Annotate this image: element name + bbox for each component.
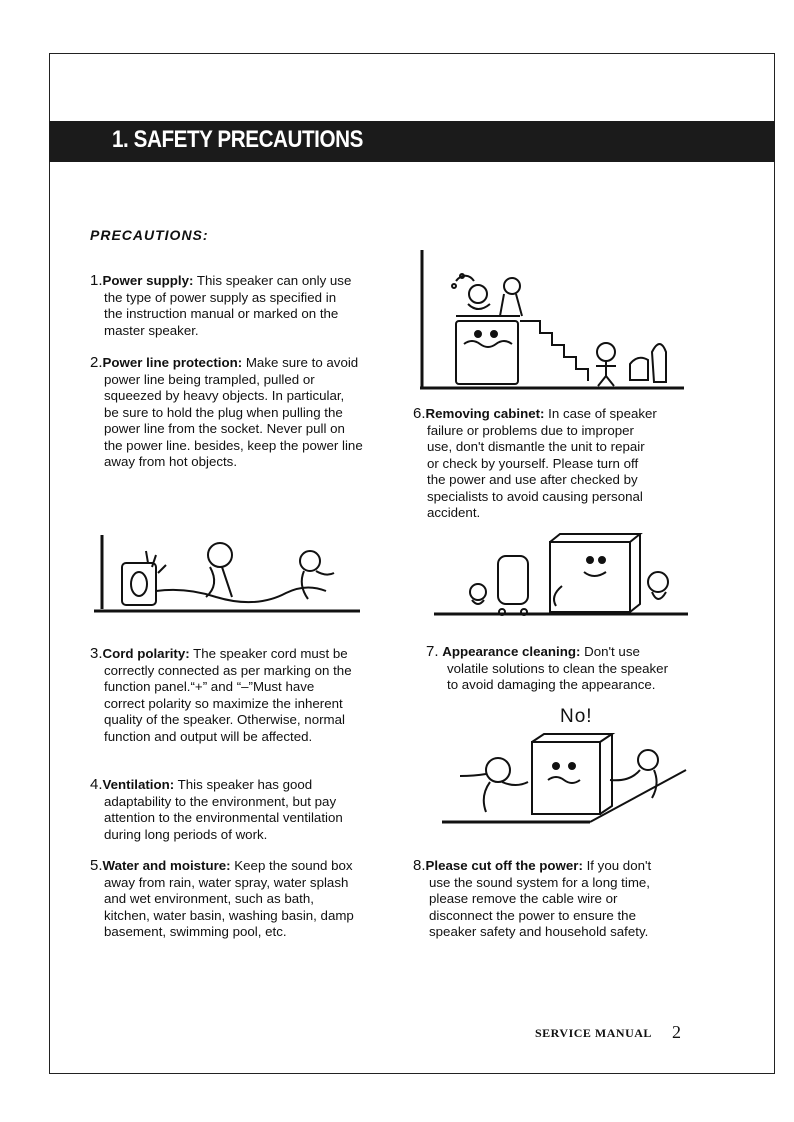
- item-line: Keep the sound box: [234, 858, 353, 873]
- item-title: Cord polarity:: [102, 646, 190, 661]
- item-line: correctly connected as per marking on the: [104, 662, 352, 678]
- item-line: In case of speaker: [548, 406, 657, 421]
- item-title: Power line protection:: [102, 355, 243, 370]
- item-line: and wet environment, such as bath,: [104, 891, 314, 906]
- item-line: basement, swimming pool, etc.: [104, 924, 287, 939]
- item-ventilation: [90, 777, 420, 843]
- item-line: the type of power supply as specified in: [104, 289, 337, 305]
- item-line: during long periods of work.: [104, 826, 268, 842]
- illustration-cord-pull: [92, 533, 362, 615]
- item-line: attention to the environmental ventilation: [104, 810, 343, 825]
- item-title: Please cut off the power:: [425, 858, 583, 873]
- item-line: squeezed by heavy objects. In particular,: [104, 388, 345, 403]
- item-line: the power line. besides, keep the power line: [104, 437, 363, 453]
- item-line: master speaker.: [104, 322, 199, 338]
- item-line: This speaker can only use: [196, 273, 352, 288]
- item-water-moisture: [90, 858, 420, 941]
- item-line: the instruction manual or marked on the: [104, 306, 339, 321]
- item-line: quality of the speaker. Otherwise, normal: [104, 712, 345, 727]
- item-line: use the sound system for a long time,: [429, 874, 650, 890]
- item-line: This speaker has good: [177, 777, 313, 792]
- item-number: 4.: [90, 776, 103, 793]
- page-number: 2: [672, 1022, 681, 1042]
- item-line: accident.: [427, 505, 481, 520]
- item-line: volatile solutions to clean the speaker: [447, 660, 669, 676]
- item-line: away from rain, water spray, water splash: [104, 874, 349, 890]
- item-title: Ventilation:: [102, 777, 175, 792]
- item-line: The speaker cord must be: [193, 646, 348, 661]
- item-line: to avoid damaging the appearance.: [447, 677, 656, 692]
- item-line: Make sure to avoid: [245, 355, 359, 370]
- item-power-supply: [90, 273, 420, 339]
- item-line: function and output will be affected.: [104, 728, 313, 744]
- item-number: 7.: [426, 643, 439, 660]
- item-line: speaker safety and household safety.: [429, 924, 649, 939]
- item-cut-off-power: [413, 858, 733, 941]
- item-line: please remove the cable wire or: [429, 891, 618, 906]
- item-line: use, don't dismantle the unit to repair: [427, 439, 645, 454]
- item-line: If you don't: [586, 858, 652, 873]
- item-title: Appearance cleaning:: [442, 644, 581, 659]
- illustration-kids-on-speaker: [416, 246, 686, 394]
- illustration-removing-cabinet: [432, 532, 690, 618]
- item-line: adaptability to the environment, but pay: [104, 793, 337, 809]
- item-line: power line being trampled, pulled or: [104, 371, 315, 387]
- item-title: Power supply:: [102, 273, 194, 288]
- item-line: correct polarity so maximize the inherent: [104, 695, 343, 711]
- section-title: 1. SAFETY PRECAUTIONS: [112, 126, 363, 153]
- item-line: or check by yourself. Please turn off: [427, 455, 639, 471]
- item-title: Water and moisture:: [102, 858, 231, 873]
- item-line: power line from the socket. Never pull on: [104, 421, 345, 436]
- item-line: specialists to avoid causing personal: [427, 488, 643, 504]
- item-power-line-protection: [90, 355, 420, 471]
- item-line: Don't use: [584, 644, 640, 659]
- no-label: No!: [560, 706, 593, 727]
- item-number: 5.: [90, 857, 103, 874]
- item-number: 2.: [90, 354, 103, 371]
- item-title: Removing cabinet:: [425, 406, 545, 421]
- item-line: the power and use after checked by: [427, 472, 638, 487]
- item-line: failure or problems due to improper: [427, 422, 634, 438]
- item-cord-polarity: [90, 646, 420, 745]
- item-number: 8.: [413, 857, 426, 874]
- item-line: function panel.“+” and “–”Must have: [104, 679, 315, 694]
- item-number: 3.: [90, 645, 103, 662]
- item-line: kitchen, water basin, washing basin, damp: [104, 907, 354, 923]
- item-appearance-cleaning: [426, 644, 736, 694]
- footer-label: SERVICE MANUAL: [535, 1026, 652, 1040]
- illustration-appearance-cleaning: [440, 730, 688, 826]
- item-line: disconnect the power to ensure the: [429, 907, 636, 923]
- item-line: away from hot objects.: [104, 454, 238, 469]
- item-line: be sure to hold the plug when pulling the: [104, 404, 343, 420]
- item-removing-cabinet: [413, 406, 733, 522]
- item-number: 6.: [413, 405, 426, 422]
- precautions-heading: PRECAUTIONS:: [90, 227, 209, 243]
- item-number: 1.: [90, 272, 103, 289]
